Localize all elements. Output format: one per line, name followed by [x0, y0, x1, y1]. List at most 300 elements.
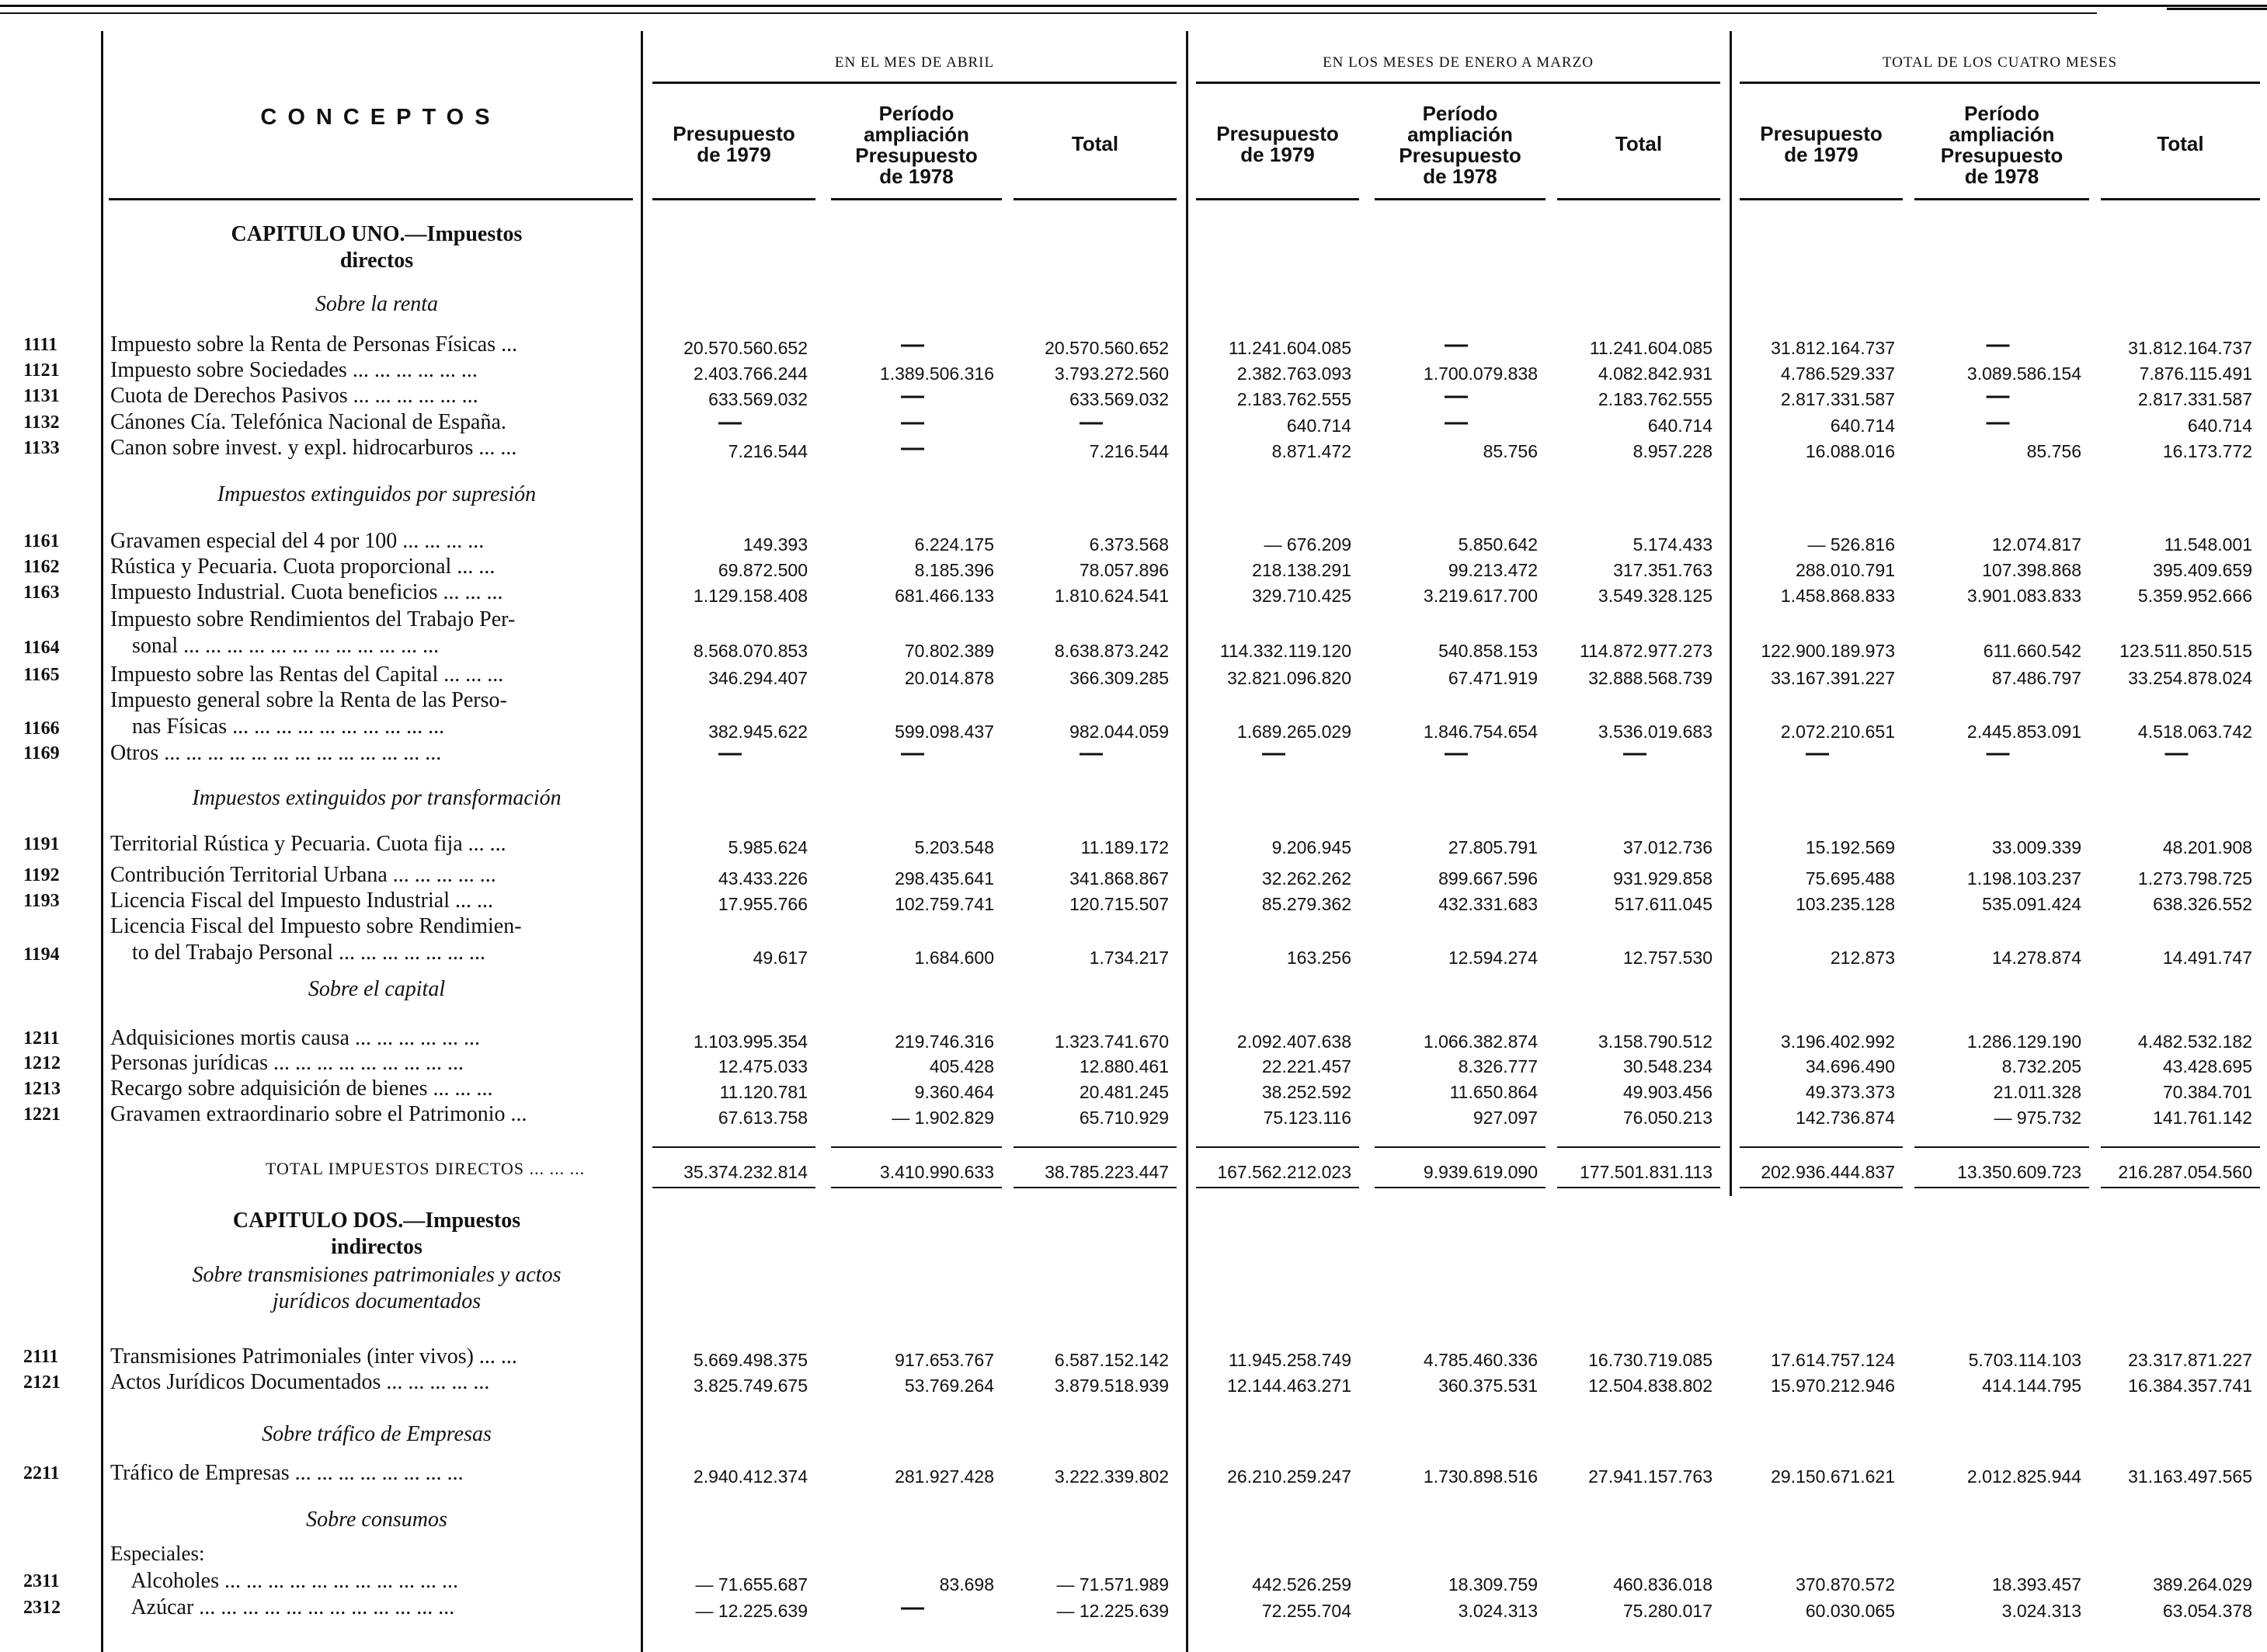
row-code: 1169: [23, 743, 60, 763]
cell-value: —: [901, 332, 924, 357]
row-label: Licencia Fiscal del Impuesto sobre Rendimien- to del Trabajo Personal ... ... ... ... ... ... ...: [110, 914, 522, 965]
cell-value: 640.714: [1830, 416, 1895, 436]
cell-value: 638.326.552: [2153, 894, 2252, 914]
cell-value: 20.014.878: [904, 668, 994, 688]
cell-value: 76.050.213: [1622, 1108, 1712, 1128]
cell-value: —: [1445, 409, 1468, 435]
total-rule: [1914, 1146, 2089, 1148]
cell-value: 12.144.463.271: [1227, 1376, 1351, 1396]
cell-value: 11.241.604.085: [1228, 338, 1351, 358]
cell-value: 414.144.795: [1982, 1376, 2081, 1396]
cell-value: 120.715.507: [1069, 894, 1169, 914]
cell-value: 17.955.766: [718, 894, 808, 914]
row-code: 1161: [23, 531, 60, 551]
row-code: 1193: [23, 891, 60, 911]
cell-value: 640.714: [1286, 416, 1351, 436]
cell-value: 8.732.205: [2001, 1056, 2081, 1076]
cell-value: 218.138.291: [1252, 560, 1351, 580]
cell-value: 12.880.461: [1079, 1056, 1169, 1076]
cell-value: 15.192.569: [1805, 837, 1895, 857]
cell-value: 142.736.874: [1796, 1108, 1895, 1128]
cell-value: 4.518.063.742: [2137, 722, 2252, 742]
cell-value: —: [718, 409, 742, 435]
cell-value: 34.696.490: [1805, 1056, 1895, 1076]
total-rule: [652, 1187, 815, 1188]
cell-value: 8.957.228: [1632, 441, 1712, 461]
cell-value: 177.501.831.113: [1580, 1162, 1712, 1182]
cell-value: 65.710.929: [1079, 1108, 1169, 1128]
cell-value: 3.879.518.939: [1054, 1376, 1169, 1396]
total-rule: [1740, 1146, 1903, 1148]
separator-jan-mar: [1186, 31, 1188, 1652]
section-heading: Sobre consumos: [306, 1508, 447, 1532]
cell-value: 15.970.212.946: [1771, 1376, 1895, 1396]
cell-value: 72.255.704: [1261, 1601, 1351, 1621]
cell-value: —: [1986, 409, 2010, 435]
cell-value: 32.262.262: [1261, 868, 1351, 889]
column-group-title: EN LOS MESES DE ENERO A MARZO: [1323, 54, 1594, 71]
cell-value: 3.901.083.833: [1966, 586, 2081, 606]
row-code: 1111: [23, 335, 58, 355]
cell-value: 4.482.532.182: [2137, 1031, 2252, 1052]
cell-value: 1.198.103.237: [1966, 868, 2081, 889]
cell-value: 26.210.259.247: [1227, 1466, 1351, 1487]
cell-value: 2.012.825.944: [1966, 1466, 2081, 1487]
cell-value: 931.929.858: [1613, 868, 1712, 889]
row-label: Licencia Fiscal del Impuesto Industrial ... ...: [110, 889, 493, 913]
cell-value: 11.189.172: [1080, 837, 1169, 857]
cell-value: 99.213.472: [1448, 560, 1538, 580]
total-rule: [1740, 1187, 1903, 1188]
cell-value: —: [2164, 740, 2189, 766]
total-rule: [831, 1146, 1002, 1148]
cell-value: 219.746.316: [895, 1031, 994, 1052]
cell-value: 67.613.758: [718, 1108, 808, 1128]
cell-value: 22.221.457: [1261, 1056, 1351, 1076]
cell-value: 8.871.472: [1271, 441, 1351, 461]
cell-value: 9.360.464: [914, 1082, 994, 1102]
cell-value: 11.945.258.749: [1228, 1350, 1351, 1370]
row-label: Adquisiciones mortis causa ... ... ... ... ... ...: [110, 1026, 480, 1050]
cell-value: 31.812.164.737: [2128, 338, 2252, 358]
cell-value: 405.428: [929, 1056, 994, 1076]
cell-value: 1.129.158.408: [693, 586, 808, 606]
cell-value: 43.428.695: [2162, 1056, 2252, 1076]
cell-value: 317.351.763: [1613, 560, 1712, 580]
column-group-rule: [652, 82, 1177, 84]
row-code: 1131: [23, 386, 60, 406]
row-label: Impuesto sobre la Renta de Personas Físicas ...: [110, 332, 518, 356]
cell-value: 2.183.762.555: [1236, 389, 1351, 409]
cell-value: 212.873: [1830, 948, 1895, 968]
total-rule: [1014, 1187, 1177, 1188]
cell-value: 21.011.328: [1993, 1082, 2081, 1102]
cell-value: 3.793.272.560: [1054, 363, 1169, 384]
cell-value: 18.309.759: [1448, 1574, 1538, 1595]
cell-value: —: [718, 740, 742, 766]
total-rule: [1196, 1146, 1359, 1148]
row-code: 1133: [23, 438, 60, 458]
cell-value: 7.216.544: [728, 441, 808, 461]
column-header-rule: [1375, 198, 1546, 200]
cell-value: 23.317.871.227: [2128, 1350, 2252, 1370]
cell-value: 35.374.232.814: [683, 1162, 808, 1182]
cell-value: 8.638.873.242: [1054, 641, 1169, 661]
cell-value: 38.785.223.447: [1045, 1162, 1169, 1182]
total-rule: [1557, 1187, 1720, 1188]
row-code: 1221: [23, 1104, 61, 1125]
column-group-rule: [1740, 82, 2260, 84]
cell-value: —: [901, 435, 924, 461]
cell-value: 16.730.719.085: [1588, 1350, 1712, 1370]
row-label: Contribución Territorial Urbana ... ... ... ... ...: [110, 863, 496, 887]
cell-value: 5.174.433: [1632, 534, 1712, 555]
row-code: 1121: [23, 360, 60, 381]
row-label: Gravamen especial del 4 por 100 ... ... ... ...: [110, 529, 485, 553]
row-code: 1194: [23, 944, 60, 965]
top-rule-thin: [0, 12, 2097, 14]
cell-value: —: [1080, 409, 1103, 435]
cell-value: 2.072.210.651: [1780, 722, 1895, 742]
row-code: 1163: [23, 583, 60, 603]
row-label: Impuesto Industrial. Cuota beneficios ... ... ...: [110, 580, 503, 604]
cell-value: —: [1806, 740, 1829, 766]
cell-value: 11.120.781: [719, 1082, 808, 1102]
cell-value: —: [1623, 740, 1646, 766]
column-header: Total: [1071, 132, 1119, 155]
cell-value: 12.074.817: [1991, 534, 2081, 555]
cell-value: 27.941.157.763: [1588, 1466, 1712, 1487]
cell-value: 982.044.059: [1069, 722, 1169, 742]
cell-value: —: [901, 409, 924, 435]
row-label: Personas jurídicas ... ... ... ... ... ... ... ... ...: [110, 1051, 464, 1075]
cell-value: 122.900.189.973: [1761, 641, 1895, 661]
cell-value: 2.092.407.638: [1236, 1031, 1351, 1052]
row-code: 1213: [23, 1079, 61, 1099]
cell-value: 640.714: [2187, 416, 2252, 436]
cell-value: 4.082.842.931: [1598, 363, 1712, 384]
cell-value: 17.614.757.124: [1771, 1350, 1895, 1370]
row-label: Impuesto sobre las Rentas del Capital ... ... ...: [110, 663, 504, 687]
cell-value: 70.802.389: [904, 641, 994, 661]
cell-value: 103.235.128: [1796, 894, 1895, 914]
cell-value: 33.167.391.227: [1771, 668, 1895, 688]
conceptos-rule: [109, 198, 633, 200]
cell-value: 114.332.119.120: [1219, 641, 1351, 661]
cell-value: 360.375.531: [1438, 1376, 1538, 1396]
cell-value: 7.876.115.491: [2139, 363, 2252, 384]
total-rule: [2101, 1146, 2260, 1148]
cell-value: — 1.902.829: [892, 1108, 994, 1128]
cell-value: 1.810.624.541: [1054, 586, 1169, 606]
cell-value: 20.570.560.652: [1045, 338, 1169, 358]
cell-value: 87.486.797: [1991, 668, 2081, 688]
cell-value: 3.219.617.700: [1423, 586, 1538, 606]
row-label: Transmisiones Patrimoniales (inter vivos) ... ...: [110, 1344, 517, 1369]
cell-value: 366.309.285: [1069, 668, 1169, 688]
cell-value: 3.024.313: [2001, 1601, 2081, 1621]
cell-value: 1.730.898.516: [1423, 1466, 1538, 1487]
cell-value: 11.241.604.085: [1589, 338, 1712, 358]
cell-value: 5.985.624: [728, 837, 808, 857]
total-rule: [831, 1187, 1002, 1188]
row-code: 1164: [23, 638, 60, 658]
row-label: Gravamen extraordinario sobre el Patrimonio ...: [110, 1102, 527, 1126]
cell-value: 32.888.568.739: [1588, 668, 1712, 688]
cell-value: 16.384.357.741: [2128, 1376, 2252, 1396]
cell-value: — 526.816: [1807, 534, 1895, 555]
cell-value: 1.066.382.874: [1423, 1031, 1538, 1052]
section-heading: Sobre el capital: [308, 977, 446, 1001]
subheading: Especiales:: [110, 1542, 205, 1565]
row-label: Impuesto sobre Rendimientos del Trabajo Per- sonal ... ... ... ... ... ... ... ... ... ... ... ...: [110, 607, 516, 658]
column-header-rule: [2101, 198, 2260, 200]
cell-value: 633.569.032: [1069, 389, 1169, 409]
row-code: 2311: [23, 1571, 60, 1591]
cell-value: 6.587.152.142: [1054, 1350, 1169, 1370]
cell-value: 3.089.586.154: [1966, 363, 2081, 384]
total-rule: [1196, 1187, 1359, 1188]
cell-value: —: [1080, 740, 1103, 766]
cell-value: 2.817.331.587: [2137, 389, 2252, 409]
cell-value: 78.057.896: [1079, 560, 1169, 580]
column-header: Período ampliación Presupuesto de 1978: [1399, 102, 1521, 188]
chapter-heading: CAPITULO DOS.—Impuestos indirectos: [232, 1209, 521, 1259]
column-header: Total: [1615, 132, 1663, 155]
cell-value: 16.088.016: [1805, 441, 1895, 461]
cell-value: 11.548.001: [2164, 534, 2252, 555]
cell-value: 216.287.054.560: [2118, 1162, 2252, 1182]
column-group-title: EN EL MES DE ABRIL: [834, 54, 995, 71]
row-label: Impuesto general sobre la Renta de las Perso- nas Físicas ... ... ... ... ... ... ... ... ... ...: [110, 688, 507, 739]
cell-value: —: [1986, 740, 2010, 766]
cell-value: 640.714: [1647, 416, 1712, 436]
cell-value: 2.403.766.244: [693, 363, 808, 384]
cell-value: 460.836.018: [1613, 1574, 1712, 1595]
row-code: 1191: [23, 834, 60, 854]
cell-value: 535.091.424: [1982, 894, 2081, 914]
cell-value: 1.286.129.190: [1966, 1031, 2081, 1052]
cell-value: 85.756: [2026, 441, 2081, 461]
cell-value: 2.940.412.374: [693, 1466, 808, 1487]
row-code: 1162: [23, 557, 60, 577]
cell-value: 48.201.908: [2162, 837, 2252, 857]
cell-value: —: [1986, 383, 2010, 409]
cell-value: 2.382.763.093: [1236, 363, 1351, 384]
cell-value: 7.216.544: [1089, 441, 1169, 461]
cell-value: 5.669.498.375: [693, 1350, 808, 1370]
cell-value: 31.812.164.737: [1771, 338, 1895, 358]
column-header-rule: [1740, 198, 1903, 200]
cell-value: 395.409.659: [2153, 560, 2252, 580]
column-header: Presupuesto de 1979: [673, 122, 795, 166]
section-heading: Sobre la renta: [315, 292, 439, 316]
row-code: 1211: [23, 1028, 60, 1049]
cell-value: —: [1445, 740, 1468, 766]
row-code: 2121: [23, 1372, 61, 1393]
section-heading: Impuestos extinguidos por supresión: [217, 482, 537, 506]
row-label: Recargo sobre adquisición de bienes ... ... ...: [110, 1076, 493, 1101]
cell-value: 329.710.425: [1252, 586, 1351, 606]
cell-value: 202.936.444.837: [1761, 1162, 1895, 1182]
row-code: 2111: [23, 1347, 59, 1367]
cell-value: 442.526.259: [1252, 1574, 1351, 1595]
cell-value: 633.569.032: [708, 389, 808, 409]
cell-value: 1.684.600: [914, 948, 994, 968]
cell-value: — 71.571.989: [1056, 1574, 1169, 1595]
cell-value: 123.511.850.515: [2119, 641, 2252, 661]
cell-value: 9.206.945: [1271, 837, 1351, 857]
cell-value: 917.653.767: [895, 1350, 994, 1370]
cell-value: — 12.225.639: [695, 1601, 808, 1621]
row-label: Alcoholes ... ... ... ... ... ... ... ... ... ... ...: [110, 1569, 458, 1593]
cell-value: 1.700.079.838: [1423, 363, 1538, 384]
cell-value: 75.280.017: [1622, 1601, 1712, 1621]
column-header: Presupuesto de 1979: [1760, 122, 1883, 166]
cell-value: 611.660.542: [1983, 641, 2081, 661]
column-group-rule: [1196, 82, 1720, 84]
cell-value: 63.054.378: [2162, 1601, 2252, 1621]
cell-value: 27.805.791: [1448, 837, 1538, 857]
section-heading: Sobre tráfico de Empresas: [262, 1422, 492, 1446]
cell-value: —: [1445, 332, 1468, 357]
cell-value: 18.393.457: [1991, 1574, 2081, 1595]
cell-value: 1.103.995.354: [693, 1031, 808, 1052]
cell-value: — 975.732: [1994, 1108, 2081, 1128]
cell-value: 389.264.029: [2153, 1574, 2252, 1595]
row-label: Actos Jurídicos Documentados ... ... ... ... ...: [110, 1370, 490, 1394]
cell-value: 31.163.497.565: [2128, 1466, 2252, 1487]
cell-value: 599.098.437: [895, 722, 994, 742]
row-code: 2312: [23, 1598, 61, 1618]
cell-value: 681.466.133: [895, 586, 994, 606]
cell-value: 12.475.033: [718, 1056, 808, 1076]
cell-value: 3.222.339.802: [1054, 1466, 1169, 1487]
cell-value: 20.570.560.652: [683, 338, 808, 358]
cell-value: 12.757.530: [1622, 948, 1712, 968]
row-label: Cánones Cía. Telefónica Nacional de España.: [110, 410, 506, 434]
row-label: Azúcar ... ... ... ... ... ... ... ... ... ... ... ...: [110, 1595, 455, 1619]
cell-value: —: [901, 1595, 924, 1620]
column-header: Período ampliación Presupuesto de 1978: [855, 102, 978, 188]
cell-value: 298.435.641: [895, 868, 994, 889]
cell-value: 69.872.500: [718, 560, 808, 580]
cell-value: — 12.225.639: [1056, 1601, 1169, 1621]
row-code: 1192: [23, 865, 60, 885]
row-label: Otros ... ... ... ... ... ... ... ... ... ... ... ... ...: [110, 741, 442, 765]
total-rule: [2101, 1187, 2260, 1188]
chapter-heading: CAPITULO UNO.—Impuestos directos: [231, 222, 523, 273]
cell-value: 1.734.217: [1089, 948, 1169, 968]
cell-value: 517.611.045: [1614, 894, 1712, 914]
cell-value: 53.769.264: [904, 1376, 994, 1396]
cell-value: 5.850.642: [1458, 534, 1538, 555]
column-header-rule: [831, 198, 1002, 200]
cell-value: 1.389.506.316: [879, 363, 994, 384]
cell-value: 14.278.874: [1991, 948, 2081, 968]
cell-value: — 71.655.687: [695, 1574, 808, 1595]
cell-value: 49.373.373: [1805, 1082, 1895, 1102]
row-label: Territorial Rústica y Pecuaria. Cuota fija ... ...: [110, 832, 506, 856]
cell-value: 3.410.990.633: [879, 1162, 994, 1182]
row-label: Rústica y Pecuaria. Cuota proporcional ... ...: [110, 555, 495, 579]
cell-value: 341.868.867: [1069, 868, 1169, 889]
row-code: 1165: [23, 665, 60, 685]
separator-april: [641, 31, 643, 1652]
top-rule: [0, 5, 2267, 7]
cell-value: 2.183.762.555: [1598, 389, 1712, 409]
cell-value: —: [1262, 740, 1285, 766]
column-header-rule: [1914, 198, 2089, 200]
cell-value: 83.698: [939, 1574, 994, 1595]
cell-value: 8.568.070.853: [693, 641, 808, 661]
cell-value: 8.326.777: [1458, 1056, 1538, 1076]
row-code: 1212: [23, 1053, 61, 1073]
cell-value: 4.785.460.336: [1423, 1350, 1538, 1370]
cell-value: 5.203.548: [914, 837, 994, 857]
cell-value: 4.786.529.337: [1780, 363, 1895, 384]
cell-value: 8.185.396: [914, 560, 994, 580]
total-rule: [1914, 1187, 2089, 1188]
cell-value: 167.562.212.023: [1217, 1162, 1351, 1182]
top-rule-right: [2167, 8, 2267, 10]
cell-value: 102.759.741: [895, 894, 994, 914]
cell-value: 85.756: [1483, 441, 1538, 461]
column-group-title: TOTAL DE LOS CUATRO MESES: [1882, 54, 2118, 71]
separator-four-months: [1730, 31, 1732, 1196]
cell-value: 12.504.838.802: [1588, 1376, 1712, 1396]
total-label: TOTAL IMPUESTOS DIRECTOS ... ... ...: [266, 1159, 586, 1178]
cell-value: 14.491.747: [2162, 948, 2252, 968]
cell-value: 70.384.701: [2162, 1082, 2252, 1102]
cell-value: 5.703.114.103: [1968, 1350, 2081, 1370]
cell-value: — 676.209: [1264, 534, 1351, 555]
column-header: Período ampliación Presupuesto de 1978: [1940, 102, 2064, 188]
cell-value: 3.825.749.675: [693, 1376, 808, 1396]
cell-value: 12.594.274: [1448, 948, 1538, 968]
cell-value: 49.617: [753, 948, 808, 968]
cell-value: 30.548.234: [1622, 1056, 1712, 1076]
row-code: 1132: [23, 412, 60, 433]
cell-value: 382.945.622: [708, 722, 808, 742]
total-rule: [652, 1146, 815, 1148]
cell-value: 346.294.407: [708, 668, 808, 688]
cell-value: 9.939.619.090: [1423, 1162, 1538, 1182]
section-heading: Impuestos extinguidos por transformación: [192, 786, 562, 810]
cell-value: 114.872.977.273: [1580, 641, 1712, 661]
row-label: Canon sobre invest. y expl. hidrocarburos ... ...: [110, 436, 517, 460]
row-label: Cuota de Derechos Pasivos ... ... ... ... ... ...: [110, 384, 478, 408]
total-rule: [1557, 1146, 1720, 1148]
total-rule: [1375, 1187, 1546, 1188]
cell-value: 1.273.798.725: [2137, 868, 2252, 889]
cell-value: 1.689.265.029: [1236, 722, 1351, 742]
column-header: Presupuesto de 1979: [1216, 122, 1339, 166]
row-code: 2211: [23, 1463, 60, 1483]
cell-value: —: [1445, 383, 1468, 409]
cell-value: 16.173.772: [2162, 441, 2252, 461]
cell-value: 3.536.019.683: [1598, 722, 1712, 742]
cell-value: —: [901, 740, 924, 766]
cell-value: 29.150.671.621: [1771, 1466, 1895, 1487]
cell-value: 33.254.878.024: [2128, 668, 2252, 688]
cell-value: 6.224.175: [914, 534, 994, 555]
conceptos-heading: CONCEPTOS: [260, 105, 501, 130]
cell-value: 432.331.683: [1438, 894, 1538, 914]
cell-value: 11.650.864: [1449, 1082, 1538, 1102]
cell-value: 899.667.596: [1438, 868, 1538, 889]
cell-value: 1.846.754.654: [1423, 722, 1538, 742]
